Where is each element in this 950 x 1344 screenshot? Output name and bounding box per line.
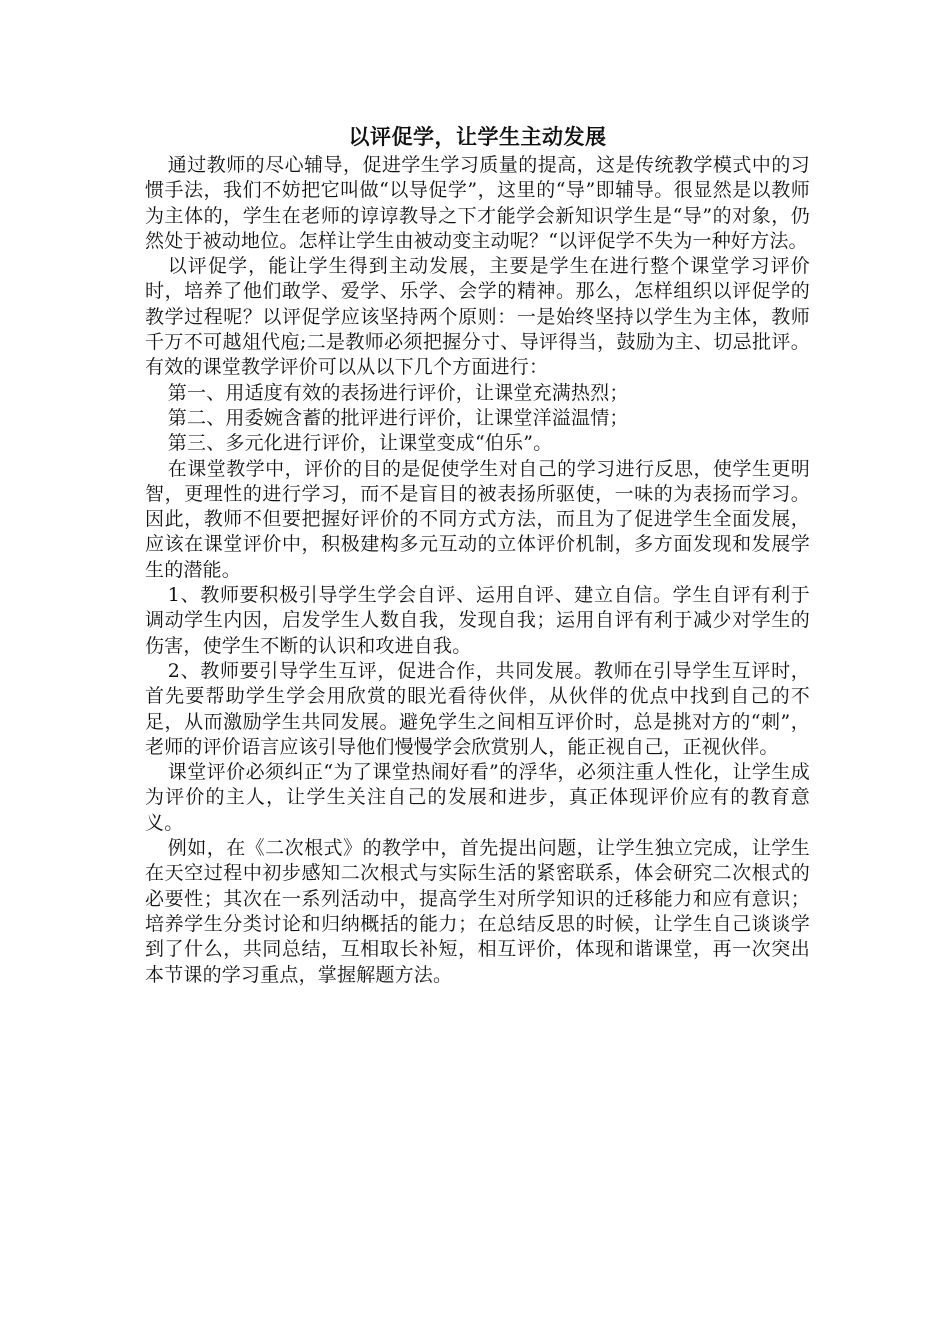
paragraph-humanization: 课堂评价必须纠正“为了课堂热闹好看”的浮华，必须注重人性化，让学生成为评价的主人，让学生关注自己的发展和进步，真正体现评价应有的教育意义。 (145, 761, 810, 834)
paragraph-purpose: 在课堂教学中，评价的目的是促使学生对自己的学习进行反思，使学生更明智，更理性的进行学习，而不是盲目的被表扬所驱使，一味的为表扬而学习。因此，教师不但要把握好评价的不同方式方法，而且为了促进学生全面发展，应该在课堂评价中，积极建构多元互动的立体评价机制，多方面发现和发展学生的潜能。 (145, 457, 810, 581)
paragraph-point-1: 第一、用适度有效的表扬进行评价，让课堂充满热烈； (167, 381, 629, 404)
paragraph-intro: 通过教师的尽心辅导，促进学生学习质量的提高，这是传统教学模式中的习惯手法，我们不妨把它叫做“以导促学”，这里的“导”即辅导。很显然是以教师为主体的，学生在老师的谆谆教导之下才能学会新知识学生是“导”的对象，仍然处于被动地位。怎样让学生由被动变主动呢？“以评促学不失为一种好方法。 (145, 154, 810, 252)
paragraph-principles: 以评促学，能让学生得到主动发展，主要是学生在进行整个课堂学习评价时，培养了他们敢学、爱学、乐学、会学的精神。那么，怎样组织以评促学的教学过程呢？以评促学应该坚持两个原则：一是始终坚持以学生为主体，教师千万不可越俎代庖;二是教师必须把握分寸、导评得当，鼓励为主、切忌批评。有效的课堂教学评价可以从以下几个方面进行： (145, 255, 810, 379)
paragraph-point-2: 第二、用委婉含蓄的批评进行评价，让课堂洋溢温情； (167, 406, 629, 429)
document-title: 以评促学，让学生主动发展 (348, 124, 607, 149)
document-body (145, 121, 810, 988)
paragraph-point-3: 第三、多元化进行评价，让课堂变成“伯乐”。 (167, 432, 553, 455)
paragraph-peer-evaluation: 2、教师要引导学生互评，促进合作，共同发展。教师在引导学生互评时，首先要帮助学生学会用欣赏的眼光看待伙伴，从伙伴的优点中找到自己的不足，从而激励学生共同发展。避免学生之间相互评价时，总是挑对方的“刺”，老师的评价语言应该引导他们慢慢学会欣赏别人，能正视自己，正视伙伴。 (145, 659, 810, 758)
paragraph-example: 例如，在《二次根式》的教学中，首先提出问题，让学生独立完成，让学生在天空过程中初步感知二次根式与实际生活的紧密联系，体会研究二次根式的必要性；其次在一系列活动中，提高学生对所学知识的迁移能力和应有意识；培养学生分类讨论和归纳概括的能力；在总结反思的时候，让学生自己谈谈学到了什么，共同总结，互相取长补短，相互评价，体现和谐课堂，再一次突出本节课的学习重点，掌握解题方法。 (145, 837, 810, 986)
paragraph-self-evaluation: 1、教师要积极引导学生学会自评、运用自评、建立自信。学生自评有利于调动学生内因，启发学生人数自我，发现自我；运用自评有利于减少对学生的伤害，使学生不断的认识和攻进自我。 (145, 584, 810, 657)
